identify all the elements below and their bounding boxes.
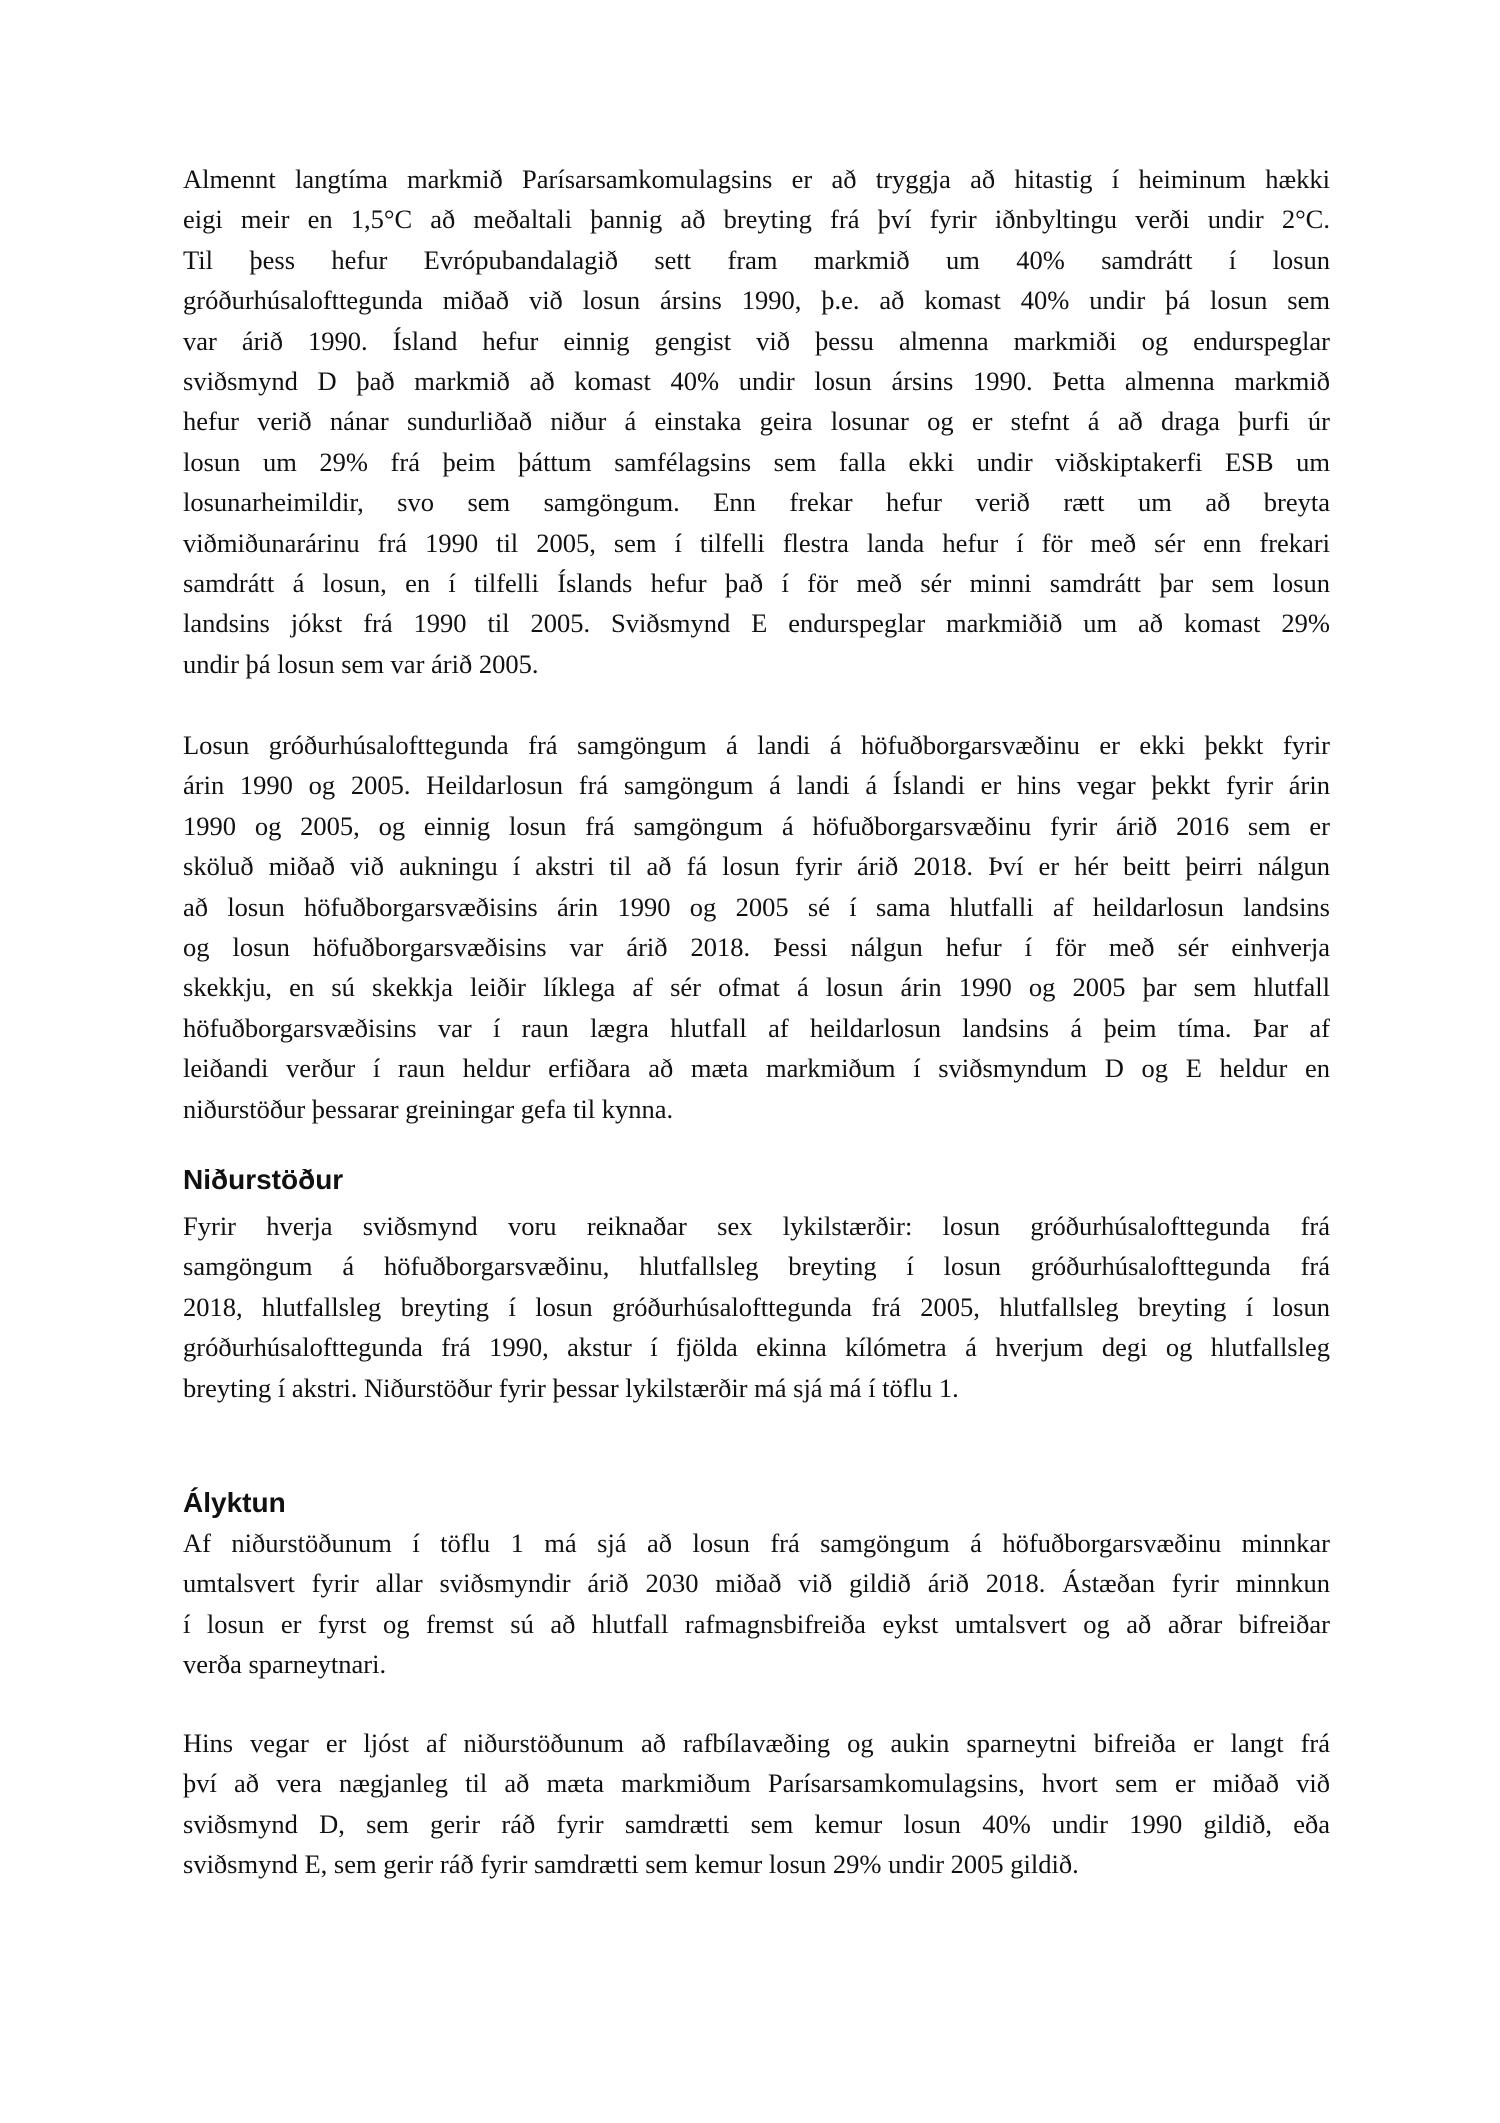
text-line: að losun höfuðborgarsvæðisins árin 1990 og 2005 sé í sama hlutfalli af heildarlosun landsins <box>183 891 1330 922</box>
text-line: Hins vegar er ljóst af niðurstöðunum að rafbílavæðing og aukin sparneytni bifreiða er langt frá <box>183 1728 1330 1758</box>
text-line: 2018, hlutfallsleg breyting í losun gróðurhúsalofttegunda frá 2005, hlutfallsleg breyting í losun <box>183 1291 1330 1322</box>
text-line: skekkju, en sú skekkja leiðir líklega af sér ofmat á losun árin 1990 og 2005 þar sem hlutfall <box>183 972 1330 1003</box>
paragraph-emission-estimation <box>183 725 1330 1129</box>
text-line: árin 1990 og 2005. Heildarlosun frá samgöngum á landi á Íslandi er hins vegar þekkt fyrir árin <box>183 770 1330 801</box>
text-line: gróðurhúsalofttegunda miðað við losun ársins 1990, þ.e. að komast 40% undir þá losun sem <box>183 285 1330 316</box>
text-line: Fyrir hverja sviðsmynd voru reiknaðar sex lykilstærðir: losun gróðurhúsalofttegunda frá <box>183 1211 1330 1241</box>
text-line: sköluð miðað við aukningu í akstri til að fá losun fyrir árið 2018. Því er hér beitt þeirri nálgun <box>183 851 1330 882</box>
text-line: umtalsvert fyrir allar sviðsmyndir árið 2030 miðað við gildið árið 2018. Ástæðan fyrir minnkun <box>183 1568 1330 1599</box>
text-line: og losun höfuðborgarsvæðisins var árið 2018. Þessi nálgun hefur í för með sér einhverja <box>183 931 1330 962</box>
text-line: Almennt langtíma markmið Parísarsamkomulagsins er að tryggja að hitastig í heiminum hækki <box>183 164 1330 194</box>
text-line: leiðandi verður í raun heldur erfiðara að mæta markmiðum í sviðsmyndum D og E heldur en <box>183 1053 1330 1084</box>
heading-results: Niðurstöður <box>183 1164 344 1195</box>
heading-conclusion: Ályktun <box>183 1487 286 1518</box>
text-line: 1990 og 2005, og einnig losun frá samgöngum á höfuðborgarsvæðinu fyrir árið 2016 sem er <box>183 810 1330 841</box>
text-line: losun um 29% frá þeim þáttum samfélagsins sem falla ekki undir viðskiptakerfi ESB um <box>183 446 1330 477</box>
text-line: hefur verið nánar sundurliðað niður á einstaka geira losunar og er stefnt á að draga þurfi úr <box>183 406 1330 437</box>
text-line: samdrátt á losun, en í tilfelli Íslands hefur það í för með sér minni samdrátt þar sem losun <box>183 567 1330 598</box>
text-line: niðurstöður þessarar greiningar gefa til kynna. <box>183 1093 674 1124</box>
text-line: sviðsmynd D, sem gerir ráð fyrir samdrætti sem kemur losun 40% undir 1990 gildið, eða <box>183 1808 1330 1839</box>
text-line: Losun gróðurhúsalofttegunda frá samgöngum á landi á höfuðborgarsvæðinu er ekki þekkt fyrir <box>183 730 1330 760</box>
paragraph-results <box>183 1206 1330 1408</box>
text-line: því að vera nægjanleg til að mæta markmiðum Parísarsamkomulagsins, hvort sem er miðað við <box>183 1768 1330 1799</box>
text-line: sviðsmynd E, sem gerir ráð fyrir samdrætti sem kemur losun 29% undir 2005 gildið. <box>183 1849 1079 1880</box>
text-line: sviðsmynd D það markmið að komast 40% undir losun ársins 1990. Þetta almenna markmið <box>183 365 1330 396</box>
text-line: var árið 1990. Ísland hefur einnig gengist við þessu almenna markmiði og endurspeglar <box>183 325 1330 356</box>
text-line: breyting í akstri. Niðurstöður fyrir þessar lykilstærðir má sjá má í töflu 1. <box>183 1372 959 1403</box>
text-line: Til þess hefur Evrópubandalagið sett fram markmið um 40% samdrátt í losun <box>183 244 1330 275</box>
text-line: gróðurhúsalofttegunda frá 1990, akstur í fjölda ekinna kílómetra á hverjum degi og hlutfallsleg <box>183 1332 1330 1363</box>
paragraph-conclusion-1 <box>183 1523 1330 1685</box>
paragraph-paris-targets <box>183 159 1330 684</box>
text-line: í losun er fyrst og fremst sú að hlutfall rafmagnsbifreiða eykst umtalsvert og að aðrar bifreiðar <box>183 1608 1330 1639</box>
text-line: höfuðborgarsvæðisins var í raun lægra hlutfall af heildarlosun landsins á þeim tíma. Þar af <box>183 1012 1330 1043</box>
text-line: undir þá losun sem var árið 2005. <box>183 648 539 679</box>
text-line: viðmiðunarárinu frá 1990 til 2005, sem í tilfelli flestra landa hefur í för með sér enn frekari <box>183 527 1330 558</box>
paragraph-conclusion-2 <box>183 1723 1330 1885</box>
text-line: landsins jókst frá 1990 til 2005. Sviðsmynd E endurspeglar markmiðið um að komast 29% <box>183 608 1330 639</box>
text-line: losunarheimildir, svo sem samgöngum. Enn frekar hefur verið rætt um að breyta <box>183 487 1330 518</box>
text-line: Af niðurstöðunum í töflu 1 má sjá að losun frá samgöngum á höfuðborgarsvæðinu minnkar <box>183 1528 1330 1558</box>
text-line: verða sparneytnari. <box>183 1649 387 1680</box>
text-line: samgöngum á höfuðborgarsvæðinu, hlutfallsleg breyting í losun gróðurhúsalofttegunda frá <box>183 1251 1330 1282</box>
text-line: eigi meir en 1,5°C að meðaltali þannig að breyting frá því fyrir iðnbyltingu verði undir 2°C. <box>183 204 1330 235</box>
